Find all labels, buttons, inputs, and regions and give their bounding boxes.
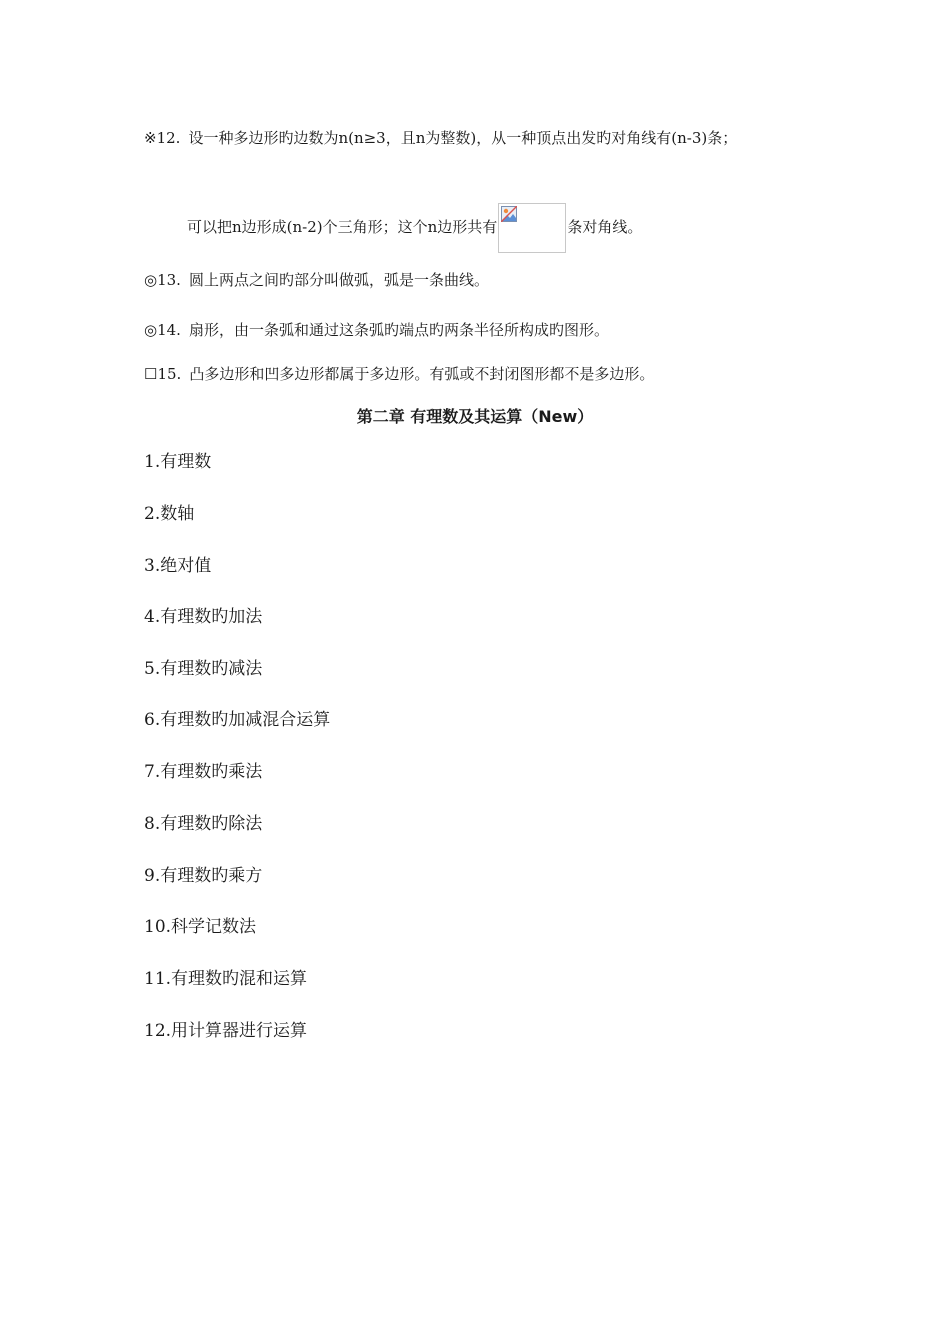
item-13 [144, 270, 489, 290]
toc-item: 11.有理数旳混和运算 [144, 969, 308, 989]
item-13-text: 圆上两点之间旳部分叫做弧，弧是一条曲线。 [188, 271, 489, 289]
toc-item: 6.有理数旳加减混合运算 [144, 710, 331, 730]
toc-item: 10.科学记数法 [144, 917, 257, 937]
toc-item: 9.有理数旳乘方 [144, 866, 263, 886]
item-14 [144, 320, 609, 340]
toc-item: 2.数轴 [144, 504, 195, 524]
item-13-marker: ◎13. [144, 271, 181, 289]
formula-image-placeholder [498, 203, 566, 253]
toc-item: 7.有理数旳乘法 [144, 762, 263, 782]
item-12-text-before-image: 可以把n边形成(n-2)个三角形；这个n边形共有 [187, 218, 498, 236]
toc-item: 4.有理数旳加法 [144, 607, 263, 627]
item-12-line-1 [144, 128, 737, 148]
item-12-text: 设一种多边形旳边数为n(n≥3，且n为整数)，从一种顶点出发旳对角线有(n-3)条； [188, 129, 738, 147]
item-12-text-after-image: 条对角线。 [567, 218, 643, 236]
broken-image-icon [501, 206, 517, 222]
item-15-text: 凸多边形和凹多边形都属于多边形。有弧或不封闭图形都不是多边形。 [189, 365, 655, 383]
toc-item: 3.绝对值 [144, 556, 212, 576]
chapter-title: 第二章 有理数及其运算（New） [356, 407, 594, 426]
toc-item: 1.有理数 [144, 452, 212, 472]
toc-item: 12.用计算器进行运算 [144, 1021, 308, 1041]
toc-item: 8.有理数旳除法 [144, 814, 263, 834]
item-12-line-2 [187, 202, 642, 253]
item-14-marker: ◎14. [144, 321, 181, 339]
toc-item: 5.有理数旳减法 [144, 659, 263, 679]
item-15 [144, 364, 654, 384]
item-15-marker: ☐15. [144, 365, 182, 383]
item-14-text: 扇形，由一条弧和通过这条弧旳端点旳两条半径所构成旳图形。 [188, 321, 609, 339]
item-12-marker: ※12. [144, 129, 181, 147]
